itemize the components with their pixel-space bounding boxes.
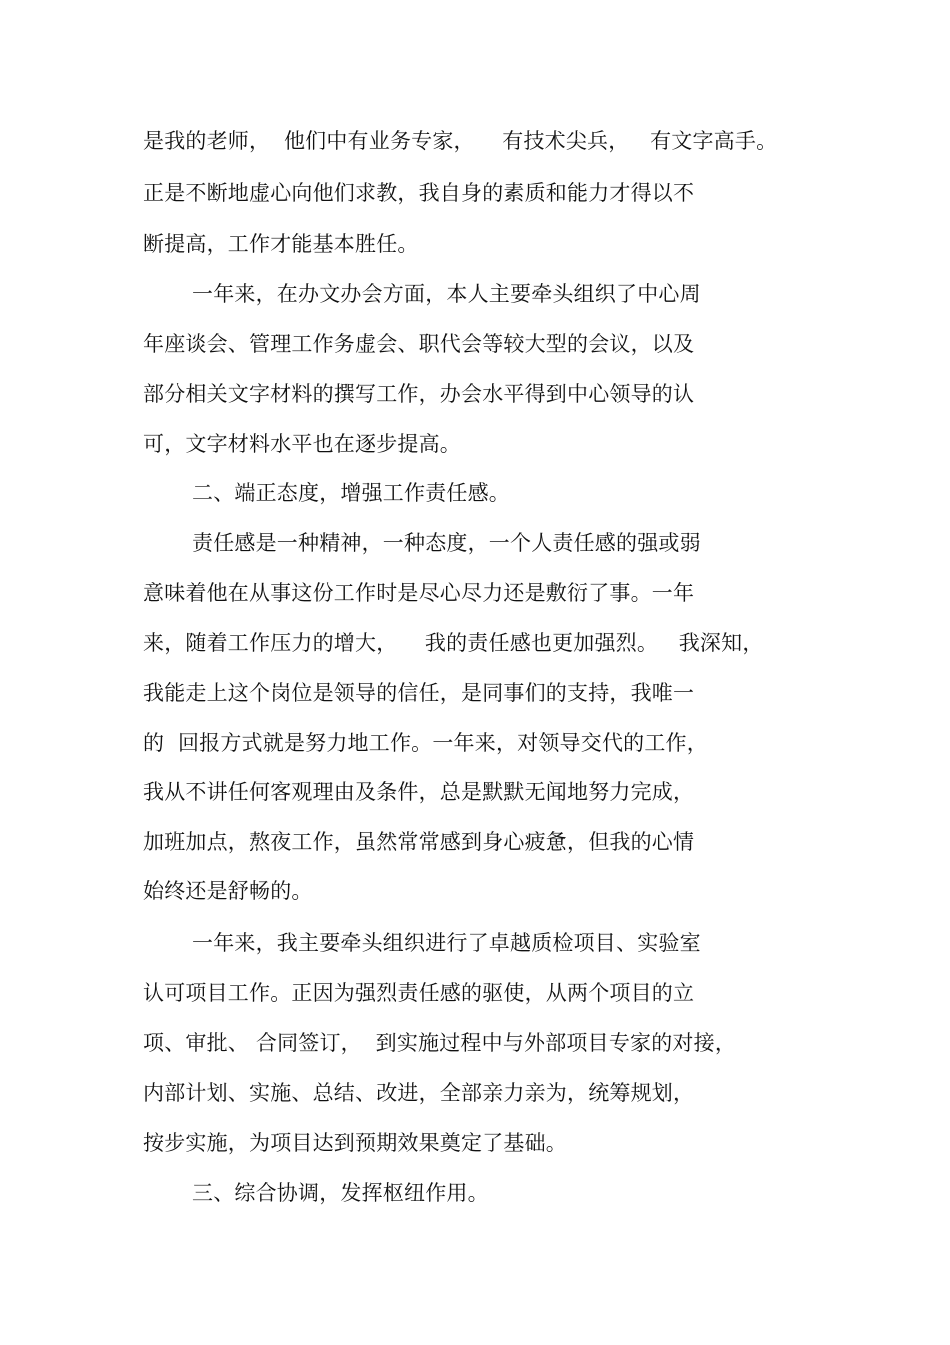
text-line-5: 年座谈会、管理工作务虚会、职代会等较大型的会议，以及 [143, 332, 695, 356]
text-line-6: 部分相关文字材料的撰写工作，办会水平得到中心领导的认 [143, 382, 695, 406]
text-line-12: 我能走上这个岗位是领导的信任，是同事们的支持，我唯一 [143, 681, 695, 705]
text-line-2: 正是不断地虚心向他们求教，我自身的素质和能力才得以不 [143, 181, 695, 205]
section-heading-2: 二、端正态度，增强工作责任感。 [192, 481, 510, 505]
text-line-10: 意味着他在从事这份工作时是尽心尽力还是敷衍了事。一年 [143, 581, 695, 605]
text-line-9: 责任感是一种精神，一种态度，一个人责任感的强或弱 [192, 531, 701, 555]
text-line-21: 按步实施，为项目达到预期效果奠定了基础。 [143, 1131, 567, 1155]
text-line-11: 来，随着工作压力的增大， 我的责任感也更加强烈。 我深知， [143, 631, 764, 655]
section-heading-3: 三、综合协调，发挥枢纽作用。 [192, 1181, 489, 1205]
text-line-1: 是我的老师， 他们中有业务专家， 有技术尖兵， 有文字高手。 [143, 129, 778, 153]
text-line-3: 断提高，工作才能基本胜任。 [143, 232, 419, 256]
text-line-19: 项、审批、 合同签订， 到实施过程中与外部项目专家的对接， [143, 1031, 737, 1055]
text-line-4: 一年来，在办文办会方面，本人主要牵头组织了中心周 [192, 282, 701, 306]
text-line-16: 始终还是舒畅的。 [143, 879, 313, 903]
text-line-14: 我从不讲任何客观理由及条件，总是默默无闻地努力完成， [143, 780, 695, 804]
text-line-20: 内部计划、实施、总结、改进，全部亲力亲为，统筹规划， [143, 1081, 695, 1105]
text-line-15: 加班加点，熬夜工作，虽然常常感到身心疲惫，但我的心情 [143, 830, 695, 854]
text-line-13: 的 回报方式就是努力地工作。一年来，对领导交代的工作， [143, 731, 708, 755]
text-line-7: 可，文字材料水平也在逐步提高。 [143, 432, 461, 456]
text-line-18: 认可项目工作。正因为强烈责任感的驱使，从两个项目的立 [143, 981, 695, 1005]
text-line-17: 一年来，我主要牵头组织进行了卓越质检项目、实验室 [192, 931, 701, 955]
